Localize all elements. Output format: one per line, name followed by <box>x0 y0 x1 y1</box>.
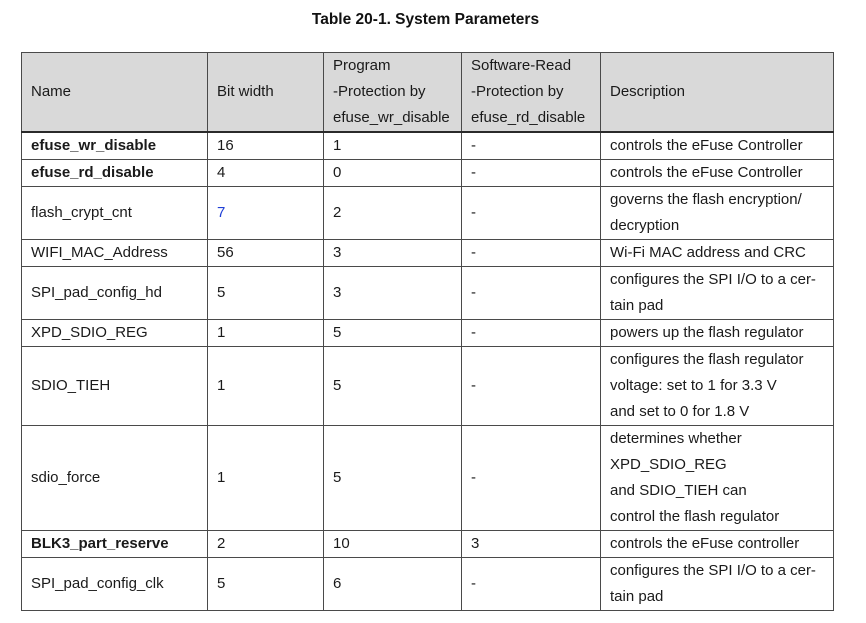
table-header-row <box>22 53 834 133</box>
cell-read: - <box>462 347 601 426</box>
cell-read: - <box>462 132 601 160</box>
cell-name: SPI_pad_config_hd <box>22 267 208 320</box>
table-row <box>22 320 834 347</box>
cell-read: - <box>462 160 601 187</box>
description-line: configures the SPI I/O to a cer- <box>610 562 816 579</box>
cell-read: - <box>462 320 601 347</box>
description-line: and SDIO_TIEH can <box>610 482 747 499</box>
cell-bit-width: 5 <box>208 558 324 611</box>
cell-name: XPD_SDIO_REG <box>22 320 208 347</box>
system-parameters-table <box>21 52 834 611</box>
cell-bit-width: 1 <box>208 426 324 531</box>
cell-bit-width: 56 <box>208 240 324 267</box>
cell-bit-width: 4 <box>208 160 324 187</box>
table-row <box>22 531 834 558</box>
cell-bit-width: 1 <box>208 320 324 347</box>
bit-width-link[interactable]: 7 <box>217 204 226 221</box>
cell-description: powers up the flash regulator <box>601 320 834 347</box>
cell-description <box>601 426 834 531</box>
header-program-line: Program <box>333 57 391 74</box>
cell-read: - <box>462 426 601 531</box>
cell-bit-width: 2 <box>208 531 324 558</box>
cell-name: efuse_rd_disable <box>22 160 208 187</box>
cell-read: - <box>462 240 601 267</box>
cell-program: 5 <box>324 426 462 531</box>
table-row <box>22 558 834 611</box>
table-row <box>22 426 834 531</box>
description-line: governs the flash encryption/ <box>610 191 802 208</box>
header-read-line: efuse_rd_disable <box>471 109 586 126</box>
cell-program: 3 <box>324 240 462 267</box>
header-description: Description <box>601 53 834 133</box>
cell-name: BLK3_part_reserve <box>22 531 208 558</box>
cell-description: Wi-Fi MAC address and CRC <box>601 240 834 267</box>
cell-description: controls the eFuse Controller <box>601 132 834 160</box>
cell-program: 3 <box>324 267 462 320</box>
description-line: configures the SPI I/O to a cer- <box>610 271 816 288</box>
cell-program: 2 <box>324 187 462 240</box>
cell-bit-width: 5 <box>208 267 324 320</box>
header-read-line: Software-Read <box>471 57 572 74</box>
description-line: XPD_SDIO_REG <box>610 456 727 473</box>
header-program-protection <box>324 53 462 133</box>
header-name: Name <box>22 53 208 133</box>
cell-description <box>601 187 834 240</box>
header-read-protection <box>462 53 601 133</box>
cell-program: 5 <box>324 347 462 426</box>
description-line: and set to 0 for 1.8 V <box>610 403 750 420</box>
table-row <box>22 160 834 187</box>
cell-bit-width: 1 <box>208 347 324 426</box>
description-line: tain pad <box>610 297 664 314</box>
cell-description: controls the eFuse controller <box>601 531 834 558</box>
cell-name: SDIO_TIEH <box>22 347 208 426</box>
header-program-line: -Protection by <box>333 83 426 100</box>
table-row <box>22 347 834 426</box>
cell-program: 5 <box>324 320 462 347</box>
description-line: determines whether <box>610 430 742 447</box>
cell-bit-width <box>208 187 324 240</box>
cell-name: sdio_force <box>22 426 208 531</box>
cell-description <box>601 558 834 611</box>
cell-description <box>601 267 834 320</box>
cell-description: controls the eFuse Controller <box>601 160 834 187</box>
cell-name: efuse_wr_disable <box>22 132 208 160</box>
cell-read: - <box>462 187 601 240</box>
table-row <box>22 267 834 320</box>
table-row <box>22 240 834 267</box>
table-caption: Table 20-1. System Parameters <box>311 11 540 28</box>
cell-name: SPI_pad_config_clk <box>22 558 208 611</box>
header-program-line: efuse_wr_disable <box>333 109 450 126</box>
description-line: decryption <box>610 217 680 234</box>
description-line: configures the flash regulator <box>610 351 804 368</box>
table-row <box>22 187 834 240</box>
cell-program: 10 <box>324 531 462 558</box>
table-row <box>22 132 834 160</box>
cell-read: 3 <box>462 531 601 558</box>
cell-bit-width: 16 <box>208 132 324 160</box>
cell-read: - <box>462 558 601 611</box>
header-bit-width: Bit width <box>208 53 324 133</box>
cell-read: - <box>462 267 601 320</box>
cell-program: 6 <box>324 558 462 611</box>
cell-name: WIFI_MAC_Address <box>22 240 208 267</box>
cell-program: 1 <box>324 132 462 160</box>
description-line: voltage: set to 1 for 3.3 V <box>610 377 777 394</box>
cell-program: 0 <box>324 160 462 187</box>
cell-name: flash_crypt_cnt <box>22 187 208 240</box>
header-read-line: -Protection by <box>471 83 564 100</box>
description-line: control the flash regulator <box>610 508 780 525</box>
description-line: tain pad <box>610 588 664 605</box>
cell-description <box>601 347 834 426</box>
